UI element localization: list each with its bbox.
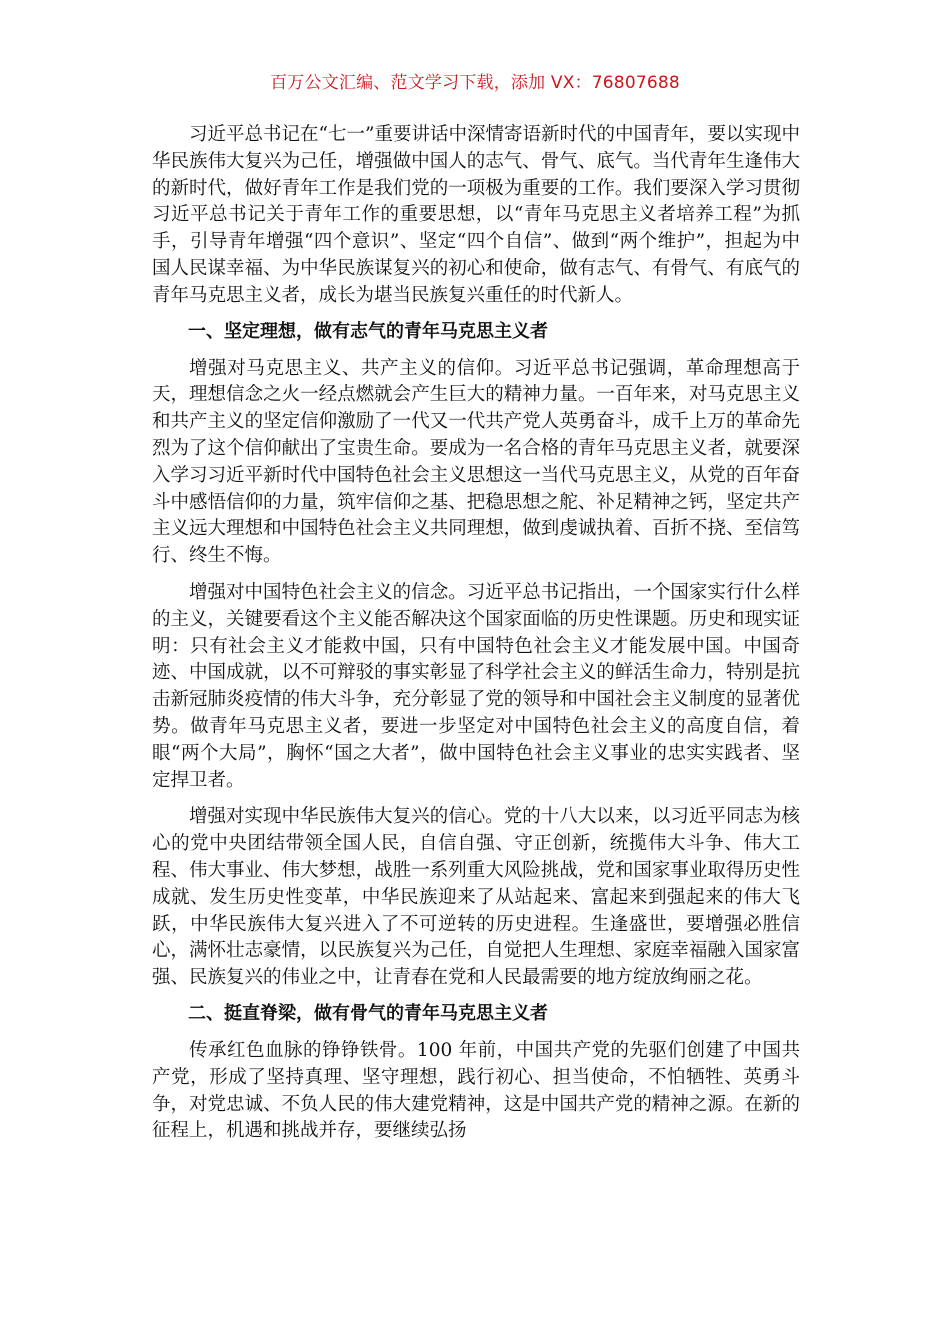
intro-paragraph: 习近平总书记在“七一”重要讲话中深情寄语新时代的中国青年，要以实现中华民族伟大复兴为己任，增强做中国人的志气、骨气、底气。当代青年生逢伟大的新时代，做好青年工作是我们党的一项极为重要的工作。我们要深入学习贯彻习近平总书记关于青年工作的重要思想，以“青年马克思主义者培养工程”为抓手，引导青年增强“四个意识”、坚定“四个自信”、做到“两个维护”，担起为中国人民谋幸福、为中华民族谋复兴的初心和使命，做有志气、有骨气、有底气的青年马克思主义者，成长为堪当民族复兴重任的时代新人。 [152, 124, 800, 306]
section-2-paragraph-1: 传承红色血脉的铮铮铁骨。100 年前，中国共产党的先驱们创建了中国共产党，形成了坚持真理、坚守理想，践行初心、担当使命，不怕牺牲、英勇斗争，对党忠诚、不负人民的伟大建党精神，这是中国共产党的精神之源。在新的征程上，机遇和挑战并存，要继续弘扬 [152, 1039, 800, 1142]
section-1-paragraph-2: 增强对中国特色社会主义的信念。习近平总书记指出，一个国家实行什么样的主义，关键要看这个主义能否解决这个国家面临的历史性课题。历史和现实证明：只有社会主义才能救中国，只有中国特色社会主义才能发展中国。中国奇迹、中国成就，以不可辩驳的事实彰显了科学社会主义的鲜活生命力，特别是抗击新冠肺炎疫情的伟大斗争，充分彰显了党的领导和中国社会主义制度的显著优势。做青年马克思主义者，要进一步坚定对中国特色社会主义的高度自信，着眼“两个大局”，胸怀“国之大者”，做中国特色社会主义事业的忠实实践者、坚定捍卫者。 [152, 581, 800, 791]
section-1-paragraph-1: 增强对马克思主义、共产主义的信仰。习近平总书记强调，革命理想高于天，理想信念之火一经点燃就会产生巨大的精神力量。一百年来，对马克思主义和共产主义的坚定信仰激励了一代又一代共产党人英勇奋斗，成千上万的革命先烈为了这个信仰献出了宝贵生命。要成为一名合格的青年马克思主义者，就要深入学习习近平新时代中国特色社会主义思想这一当代马克思主义，从党的百年奋斗中感悟信仰的力量，筑牢信仰之基、把稳思想之舵、补足精神之钙，坚定共产主义远大理想和中国特色社会主义共同理想，做到虔诚执着、百折不挠、至信笃行、终生不悔。 [152, 357, 800, 567]
section-1-paragraph-3: 增强对实现中华民族伟大复兴的信心。党的十八大以来，以习近平同志为核心的党中央团结带领全国人民，自信自强、守正创新，统揽伟大斗争、伟大工程、伟大事业、伟大梦想，战胜一系列重大风险挑战，党和国家事业取得历史性成就、发生历史性变革，中华民族迎来了从站起来、富起来到强起来的伟大飞跃，中华民族伟大复兴进入了不可逆转的历史进程。生逢盛世，要增强必胜信心，满怀壮志豪情，以民族复兴为己任，自觉把人生理想、家庭幸福融入国家富强、民族复兴的伟业之中，让青春在党和人民最需要的地方绽放绚丽之花。 [152, 806, 800, 989]
document-body [152, 122, 800, 1155]
download-watermark-header: 百万公文汇编、范文学习下载，添加 VX：76807688 [270, 73, 680, 93]
section-2-heading: 二、挺直脊梁，做有骨气的青年马克思主义者 [188, 1002, 548, 1024]
section-1-heading: 一、坚定理想，做有志气的青年马克思主义者 [188, 320, 548, 342]
